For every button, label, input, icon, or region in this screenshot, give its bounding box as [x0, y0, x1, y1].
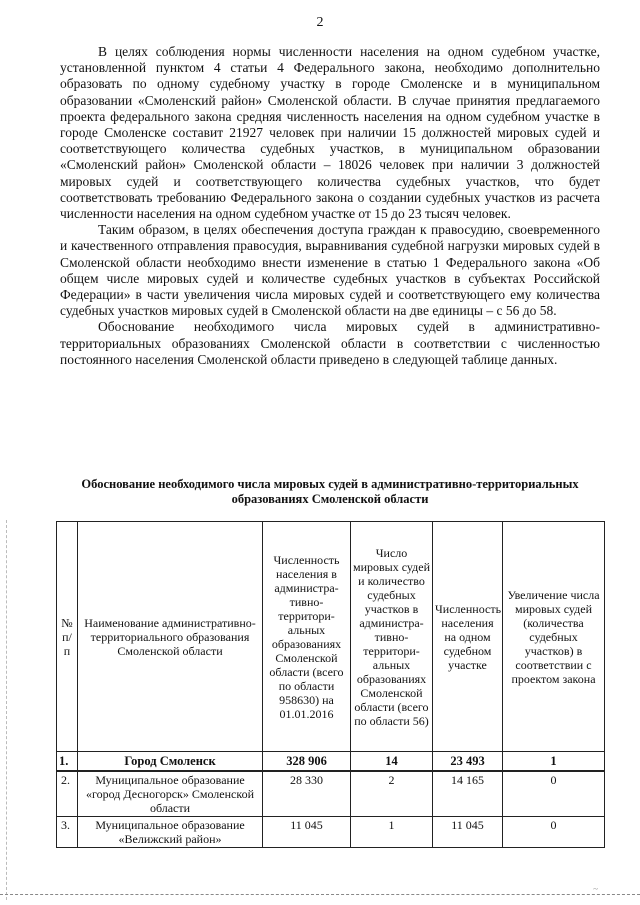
row-increase: 0 — [503, 817, 605, 848]
row-increase: 1 — [503, 752, 605, 772]
row-per-district: 14 165 — [433, 771, 503, 817]
row-per-district: 23 493 — [433, 752, 503, 772]
row-number: 2. — [57, 771, 78, 817]
table-row — [57, 771, 605, 817]
paragraph-3: Обоснование необходимого числа мировых судей в административно-территориальных образованиях Смоленской области в соответствии с численностью постоянного населения Смоленской области приведено в следующей таблице данных. — [60, 319, 600, 367]
paragraph-2: Таким образом, в целях обеспечения доступа граждан к правосудию, своевременного и качественного отправления правосудия, выравнивания судебной нагрузки мировых судей в Смоленской области необходимо внести изменение в статью 1 Федерального закона «Об общем числе мировых судей и количестве судебных участков в субъектах Российской Федерации» в части увеличения числа мировых судей и соответствующего ему количества судебных участков мировых судей в Смоленской области на две единицы – с 56 до 58. — [60, 222, 600, 319]
header-population: Численность населения в администра-тивно-территори-альных образованиях Смоленской области (всего по области 958630) на 01.01.2016 — [263, 522, 351, 752]
table-row — [57, 817, 605, 848]
header-increase: Увеличение числа мировых судей (количества судебных участков) в соответствии с проектом закона — [503, 522, 605, 752]
page-number: 2 — [316, 15, 324, 30]
header-per-district: Численность населения на одном судебном участке — [433, 522, 503, 752]
row-number: 3. — [57, 817, 78, 848]
row-population: 28 330 — [263, 771, 351, 817]
bottom-fold-line — [0, 894, 640, 895]
row-name: Муниципальное образование «город Десногорск» Смоленской области — [78, 771, 263, 817]
table-caption: Обоснование необходимого числа мировых судей в административно-территориальных образованиях Смоленской области — [81, 477, 579, 506]
row-population: 11 045 — [263, 817, 351, 848]
header-number: № п/п — [57, 522, 78, 752]
row-name: Город Смоленск — [78, 752, 263, 772]
row-judges: 14 — [351, 752, 433, 772]
header-name: Наименование административно-территориального образования Смоленской области — [78, 522, 263, 752]
table-header-row — [57, 522, 605, 752]
body-text — [60, 44, 600, 368]
row-judges: 2 — [351, 771, 433, 817]
row-number: 1. — [57, 752, 78, 772]
population-table — [56, 521, 605, 848]
row-judges: 1 — [351, 817, 433, 848]
header-judges: Число мировых судей и количество судебных участков в администра-тивно-территори-альных образованиях Смоленской области (всего по области 56) — [351, 522, 433, 752]
row-increase: 0 — [503, 771, 605, 817]
table-row — [57, 752, 605, 772]
row-per-district: 11 045 — [433, 817, 503, 848]
row-name: Муниципальное образование «Велижский район» — [78, 817, 263, 848]
row-population: 328 906 — [263, 752, 351, 772]
margin-fold-line — [6, 520, 7, 900]
scan-mark: ~ — [593, 884, 598, 894]
paragraph-1: В целях соблюдения нормы численности населения на одном судебном участке, установленной пунктом 4 статьи 4 Федерального закона, необходимо дополнительно образовать по одному судебному участку в городе Смоленске и в муниципальном образовании «Смоленский район» Смоленской области. В случае принятия предлагаемого проекта федерального закона средняя численность населения на одном судебном участке в городе Смоленске составит 21927 человек при наличии 15 должностей мировых судей и соответствующего количества судебных участков, в муниципальном образовании «Смоленский район» Смоленской области – 18026 человек при наличии 3 должностей мировых судей и соответствующего количества судебных участков, что будет соответствовать требованию Федерального закона о создании судебных участков из расчета численности населения на одном судебном участке от 15 до 23 тысяч человек. — [60, 44, 600, 222]
